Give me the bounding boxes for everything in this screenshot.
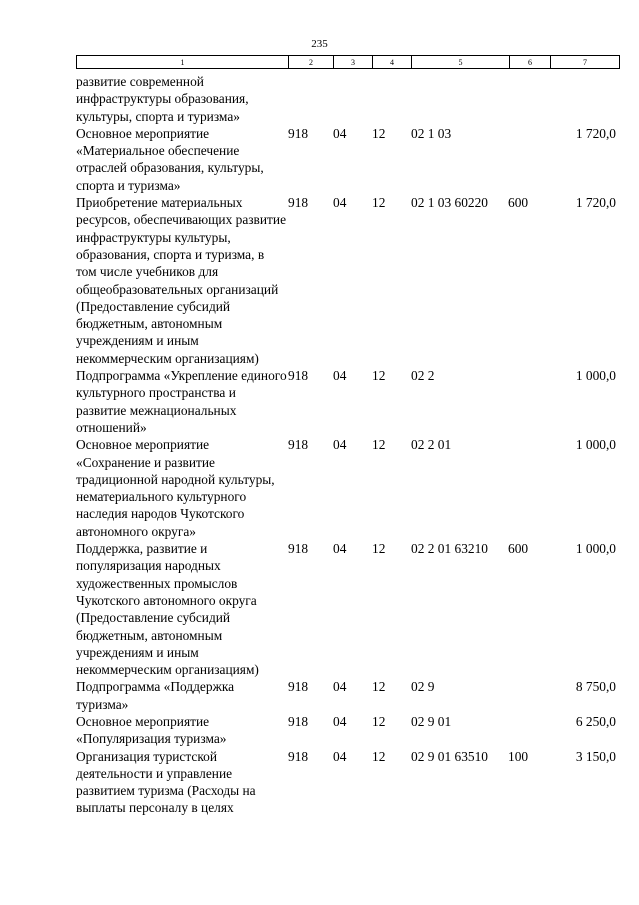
header-col-6: 6 xyxy=(510,56,551,69)
header-col-5: 5 xyxy=(412,56,510,69)
col-4-value xyxy=(371,73,410,125)
col-4-value: 12 xyxy=(372,437,386,453)
col-3-value: 04 xyxy=(333,125,347,141)
col-2-value xyxy=(287,73,332,125)
col-2-value: 918 xyxy=(288,437,309,453)
header-col-2: 2 xyxy=(289,56,334,69)
col-5-value xyxy=(410,73,508,125)
col-4-value: 12 xyxy=(372,368,386,384)
table-row xyxy=(76,73,616,125)
col-3-value: 04 xyxy=(333,748,347,764)
col-6-value: 600 xyxy=(508,195,529,211)
col-2-value: 918 xyxy=(288,541,309,557)
col-7-value: 1 000,0 xyxy=(575,541,616,557)
header-col-3: 3 xyxy=(334,56,373,69)
row-name: Приобретение материальных ресурсов, обеспечивающих развитие инфраструктуры культуры, образования, спорта и туризма, в том числе учебников для общеобразовательных организаций (Предоставление субсидий бюджетным, автономным учреждениям и иным некоммерческим организациям) xyxy=(76,195,287,366)
col-6-value xyxy=(508,436,548,540)
row-name: Основное мероприятие «Популяризация туризма» xyxy=(76,713,227,747)
row-name: Основное мероприятие «Материальное обеспечение отраслей образования, культуры, спорта и туризма» xyxy=(76,125,264,193)
col-6-value xyxy=(508,713,548,748)
col-4-value: 12 xyxy=(372,748,386,764)
budget-table xyxy=(76,73,616,817)
col-7-value: 1 000,0 xyxy=(575,437,616,453)
col-7-value: 1 000,0 xyxy=(575,368,616,384)
col-6-value xyxy=(508,125,548,194)
row-name: Основное мероприятие «Сохранение и развитие традиционной народной культуры, нематериального культурного наследия народов Чукотского автономного округа» xyxy=(76,437,275,539)
header-col-4: 4 xyxy=(373,56,412,69)
col-6-value xyxy=(508,367,548,436)
header-col-7: 7 xyxy=(551,56,620,69)
col-4-value: 12 xyxy=(372,125,386,141)
row-name: Организация туристской деятельности и управление развитием туризма (Расходы на выплаты персоналу в целях xyxy=(76,748,256,816)
row-name: Поддержка, развитие и популяризация народных художественных промыслов Чукотского автономного округа (Предоставление субсидий бюджетным, автономным учреждениям и иным некоммерческим организациям) xyxy=(76,541,259,678)
table-row xyxy=(76,678,616,713)
col-6-value xyxy=(508,73,548,125)
table-row xyxy=(76,540,616,678)
table-row xyxy=(76,194,616,367)
col-6-value: 100 xyxy=(508,748,529,764)
col-3-value: 04 xyxy=(333,541,347,557)
col-3-value: 04 xyxy=(333,713,347,729)
column-header-row xyxy=(76,55,620,69)
col-3-value: 04 xyxy=(333,368,347,384)
col-4-value: 12 xyxy=(372,541,386,557)
col-3-value: 04 xyxy=(333,195,347,211)
col-7-value: 3 150,0 xyxy=(575,748,616,764)
col-5-value: 02 2 xyxy=(411,368,435,384)
table-row xyxy=(76,125,616,194)
col-2-value: 918 xyxy=(288,748,309,764)
col-5-value: 02 1 03 60220 xyxy=(411,195,488,211)
table-row xyxy=(76,713,616,748)
col-2-value: 918 xyxy=(288,368,309,384)
table-row xyxy=(76,367,616,436)
col-7-value: 1 720,0 xyxy=(575,125,616,141)
col-6-value: 600 xyxy=(508,541,529,557)
col-5-value: 02 9 01 xyxy=(411,713,452,729)
col-4-value: 12 xyxy=(372,713,386,729)
page-number: 235 xyxy=(311,38,328,50)
col-7-value: 8 750,0 xyxy=(575,679,616,695)
col-7-value: 1 720,0 xyxy=(575,195,616,211)
col-5-value: 02 9 01 63510 xyxy=(411,748,488,764)
col-4-value: 12 xyxy=(372,679,386,695)
header-col-1: 1 xyxy=(77,56,289,69)
col-3-value: 04 xyxy=(333,679,347,695)
col-5-value: 02 9 xyxy=(411,679,435,695)
table-row xyxy=(76,748,616,817)
col-5-value: 02 2 01 63210 xyxy=(411,541,488,557)
col-7-value xyxy=(548,73,616,125)
col-3-value: 04 xyxy=(333,437,347,453)
col-3-value xyxy=(332,73,371,125)
table-row xyxy=(76,436,616,540)
col-2-value: 918 xyxy=(288,195,309,211)
col-2-value: 918 xyxy=(288,125,309,141)
col-2-value: 918 xyxy=(288,679,309,695)
col-5-value: 02 1 03 xyxy=(411,125,452,141)
col-6-value xyxy=(508,678,548,713)
col-7-value: 6 250,0 xyxy=(575,713,616,729)
row-name: Подпрограмма «Укрепление единого культурного пространства и развитие межнациональных отношений» xyxy=(76,368,287,435)
col-5-value: 02 2 01 xyxy=(411,437,452,453)
row-name: Подпрограмма «Поддержка туризма» xyxy=(76,679,235,712)
col-2-value: 918 xyxy=(288,713,309,729)
row-name: развитие современной инфраструктуры образования, культуры, спорта и туризма» xyxy=(76,74,249,124)
col-4-value: 12 xyxy=(372,195,386,211)
